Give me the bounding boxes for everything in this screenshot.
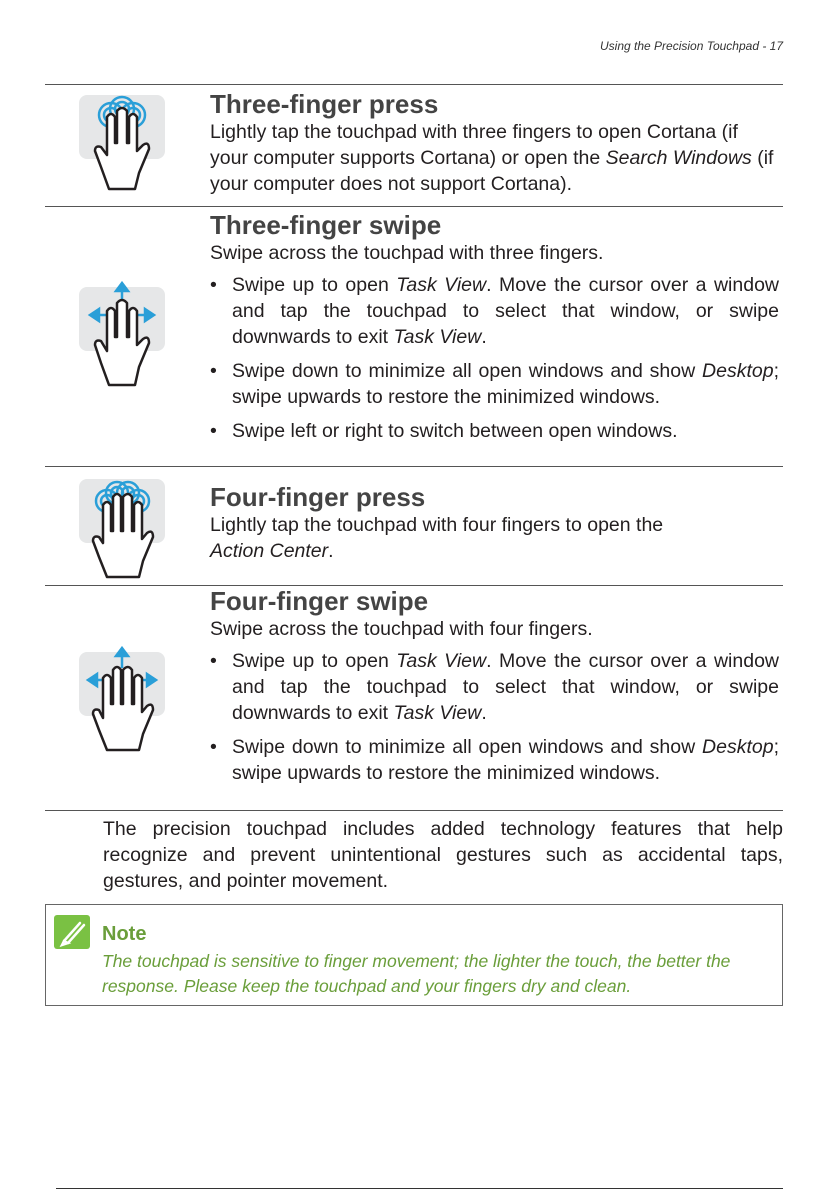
- list-item: • Swipe up to open Task View. Move the cursor over a window and tap the touchpad to select that window, or swipe downwards to exit Task View.: [210, 648, 779, 726]
- gesture-text-cell: [210, 85, 783, 206]
- list-item: • Swipe up to open Task View. Move the cursor over a window and tap the touchpad to select that window, or swipe downwards to exit Task View.: [210, 272, 779, 350]
- list-item: • Swipe left or right to switch between open windows.: [210, 418, 779, 444]
- three-finger-press-icon: [77, 93, 167, 193]
- gesture-description: Lightly tap the touchpad with three fingers to open Cortana (if your computer supports Cortana) or open the Search Windows (if your computer does not support Cortana).: [210, 121, 774, 195]
- list-item: • Swipe down to minimize all open windows and show Desktop; swipe upwards to restore the minimized windows.: [210, 734, 779, 786]
- gesture-icon-cell: [45, 207, 210, 466]
- three-finger-swipe-icon: [77, 281, 167, 391]
- gesture-description: Swipe across the touchpad with four fingers.: [210, 618, 593, 640]
- gesture-row-three-finger-press: [45, 84, 783, 206]
- gesture-title: Four-finger press: [210, 482, 426, 512]
- running-header: Using the Precision Touchpad - 17: [600, 39, 783, 53]
- gesture-row-three-finger-swipe: [45, 206, 783, 466]
- list-item: • Swipe down to minimize all open windows and show Desktop; swipe upwards to restore the minimized windows.: [210, 358, 779, 410]
- gesture-icon-cell: [45, 85, 210, 206]
- gesture-description: Lightly tap the touchpad with four fingers to open the Action Center.: [210, 514, 664, 562]
- note-text: The touchpad is sensitive to finger movement; the lighter the touch, the better the response. Please keep the touchpad and your fingers dry and clean.: [102, 951, 731, 996]
- gesture-icon-cell: [45, 467, 210, 585]
- gesture-table: [45, 84, 783, 811]
- four-finger-swipe-icon: [77, 646, 167, 756]
- pencil-icon: [54, 915, 90, 949]
- gesture-row-four-finger-swipe: [45, 585, 783, 811]
- gesture-text-cell: [210, 207, 783, 466]
- four-finger-press-icon: [77, 475, 167, 581]
- gesture-title: Four-finger swipe: [210, 586, 429, 616]
- gesture-text-cell: [210, 467, 783, 585]
- note-box: [45, 904, 783, 1006]
- gesture-title: Three-finger swipe: [210, 210, 442, 240]
- gesture-description: Swipe across the touchpad with three fingers.: [210, 242, 604, 264]
- note-title: Note: [102, 923, 147, 945]
- gesture-row-four-finger-press: [45, 466, 783, 585]
- gesture-bullet-list: [210, 648, 779, 786]
- gesture-title: Three-finger press: [210, 89, 439, 119]
- gesture-icon-cell: [45, 586, 210, 810]
- gesture-text-cell: [210, 586, 783, 810]
- gesture-bullet-list: [210, 272, 779, 444]
- page-bottom-rule: [56, 1188, 783, 1189]
- body-paragraph: The precision touchpad includes added technology features that help recognize and prevent unintentional gestures such as accidental taps, gestures, and pointer movement.: [103, 818, 783, 892]
